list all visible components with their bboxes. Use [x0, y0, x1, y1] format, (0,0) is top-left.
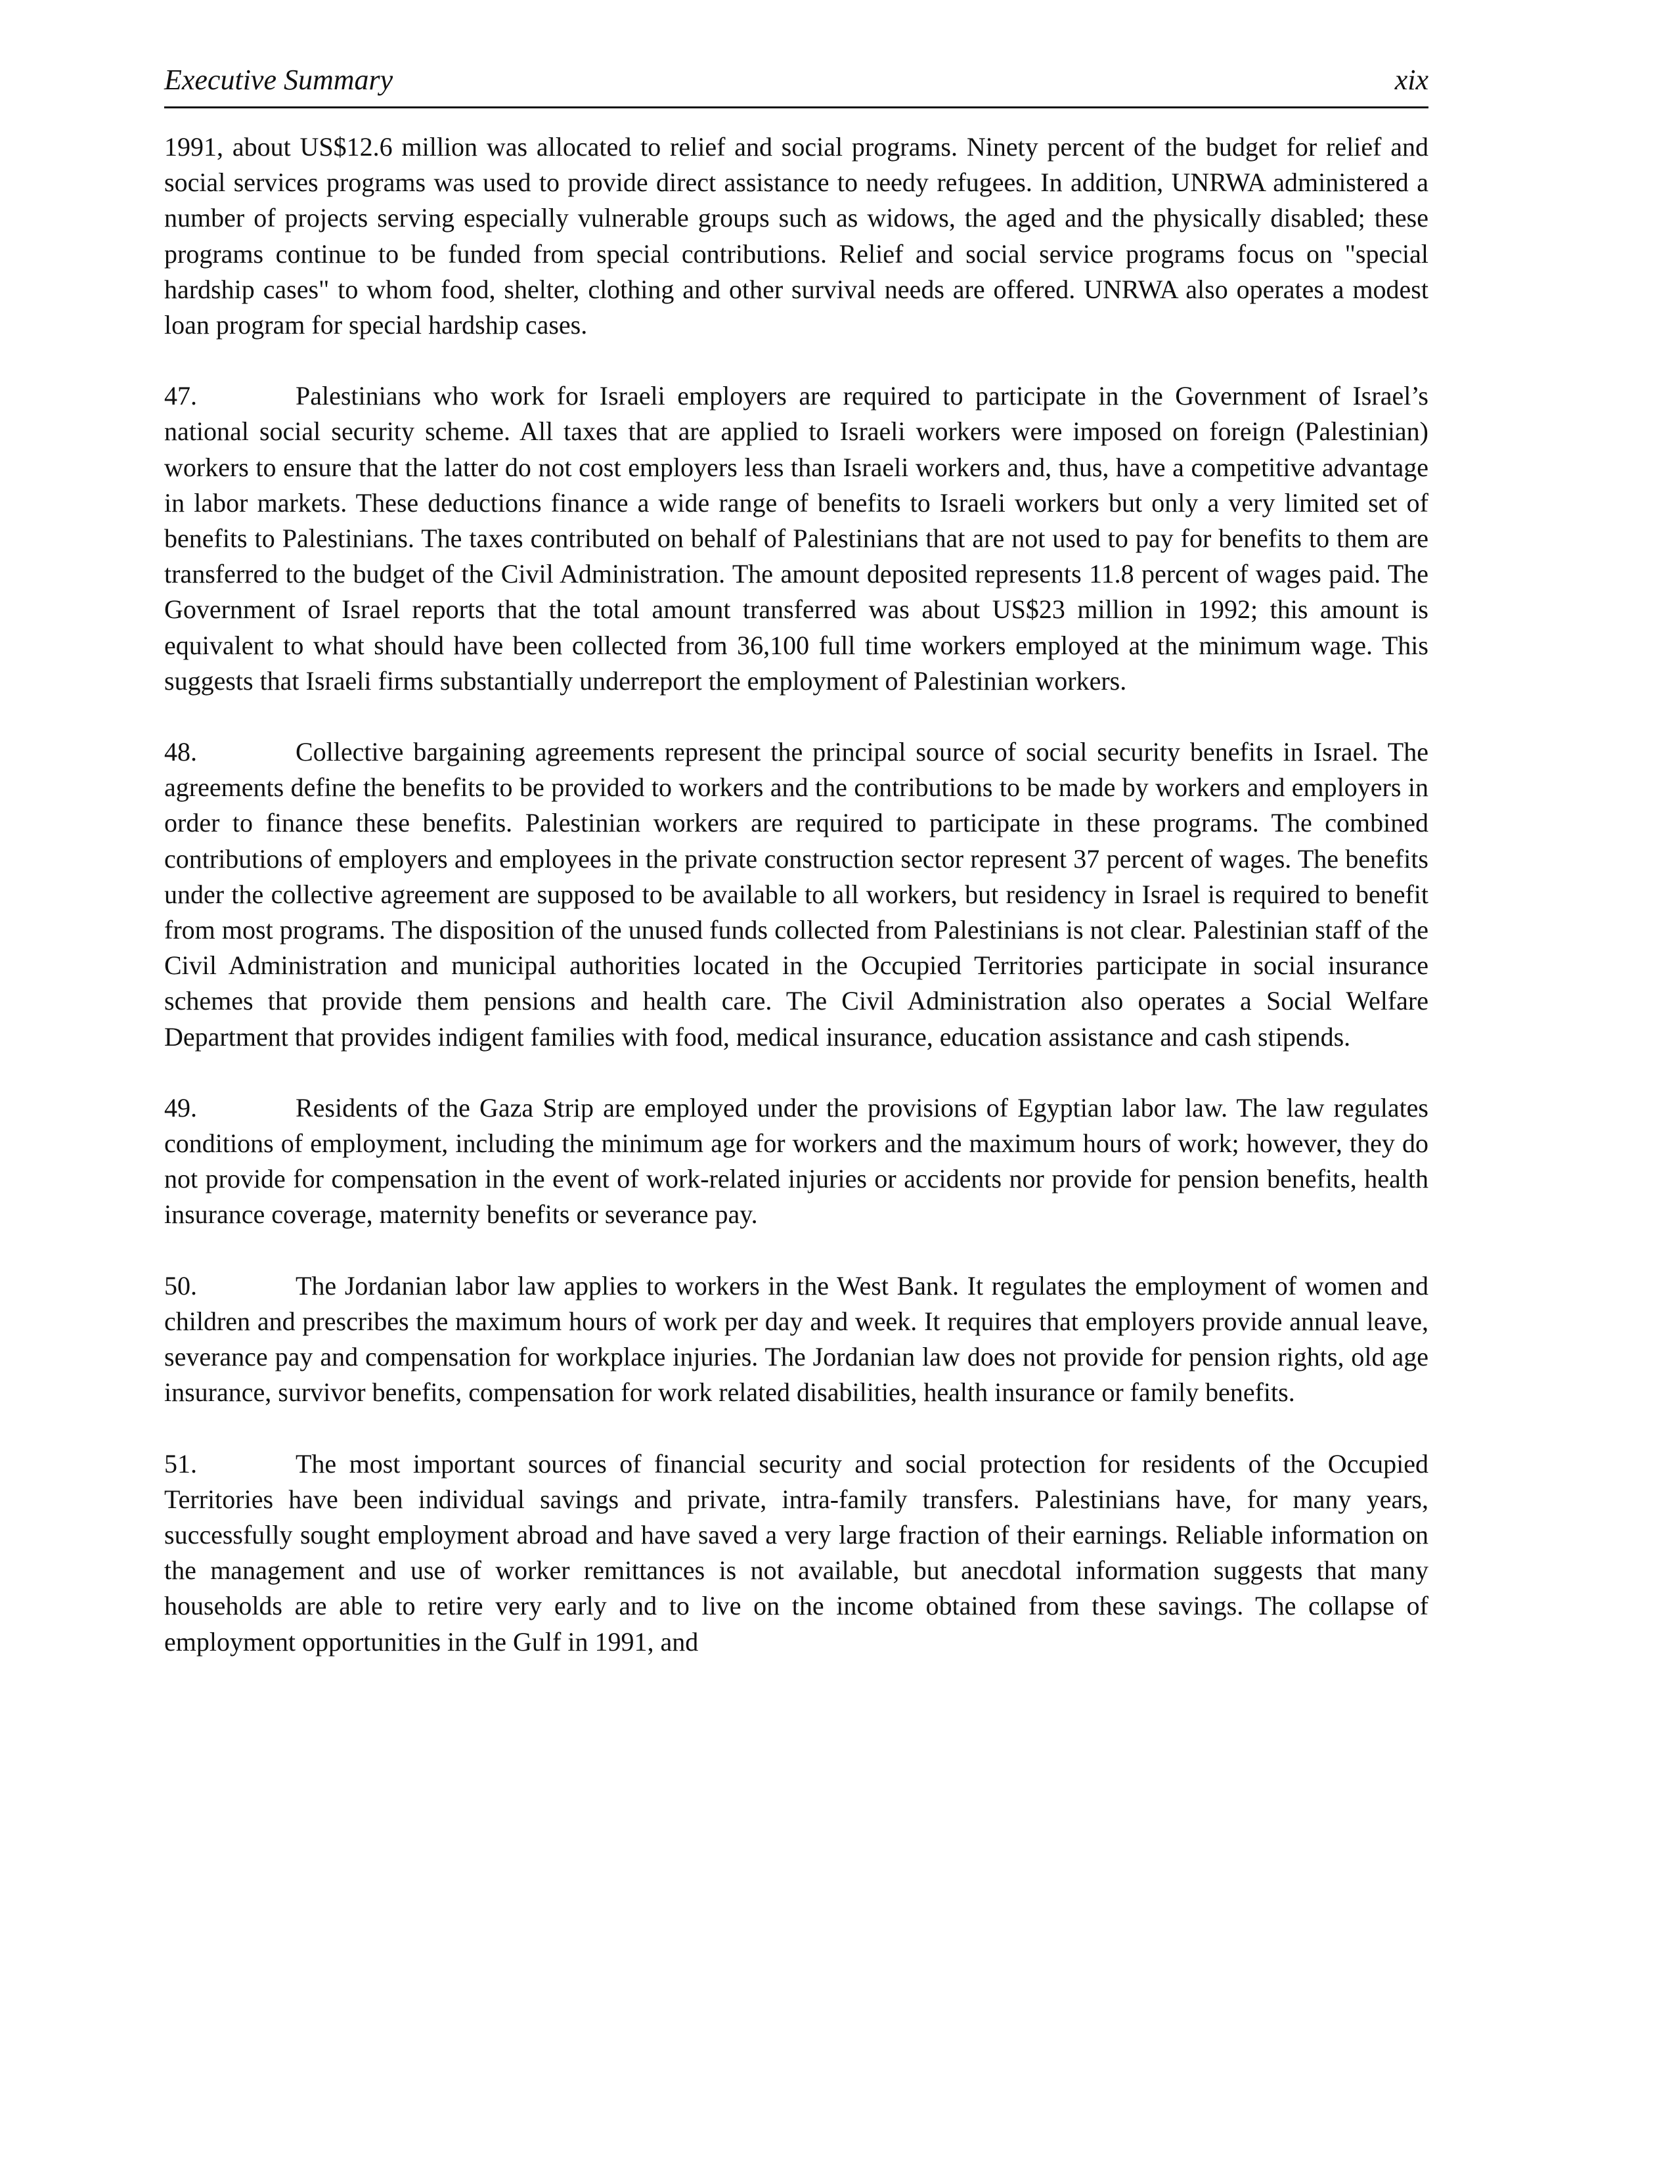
- section-title: Executive Summary: [164, 64, 393, 96]
- paragraph-number: 48.: [164, 737, 197, 767]
- paragraph-text: The most important sources of financial security and social protection for residents of the Occupied Territories have been individual savings and private, intra-family transfers. Palestinians have, for many years, successfully sought employment abroad and have saved a very large fraction of their earnings. Reliable information on the management and use of worker remittances is not available, but anecdotal information suggests that many households are able to retire very early and to live on the income obtained from these savings. The collapse of employment opportunities in the Gulf in 1991, and: [164, 1448, 1428, 1657]
- running-header: [164, 66, 1428, 108]
- paragraph-49: [164, 1090, 1428, 1233]
- paragraph-text: The Jordanian labor law applies to workers in the West Bank. It regulates the employment of women and children and prescribes the maximum hours of work per day and week. It requires that employers provide annual leave, severance pay and compensation for workplace injuries. The Jordanian law does not provide for pension rights, old age insurance, survivor benefits, compensation for work related disabilities, health insurance or family benefits.: [164, 1270, 1428, 1408]
- continued-paragraph: 1991, about US$12.6 million was allocated to relief and social programs. Ninety percent of the budget for relief and social services programs was used to provide direct assistance to needy refugees. In addition, UNRWA administered a number of projects serving especially vulnerable groups such as widows, the aged and the physically disabled; these programs continue to be funded from special contributions. Relief and social service programs focus on "special hardship cases" to whom food, shelter, clothing and other survival needs are offered. UNRWA also operates a modest loan program for special hardship cases.: [164, 132, 1428, 340]
- paragraph-text: Residents of the Gaza Strip are employed under the provisions of Egyptian labor law. The law regulates conditions of employment, including the minimum age for workers and the maximum hours of work; however, they do not provide for compensation in the event of work-related injuries or accidents nor provide for pension benefits, health insurance coverage, maternity benefits or severance pay.: [164, 1092, 1428, 1230]
- paragraph-50: [164, 1268, 1428, 1411]
- paragraph-number: 50.: [164, 1270, 197, 1301]
- paragraph-number: 51.: [164, 1448, 197, 1479]
- document-body: [164, 129, 1428, 1660]
- page-number: xix: [1394, 64, 1428, 96]
- paragraph-48: [164, 734, 1428, 1055]
- paragraph-47: [164, 378, 1428, 699]
- document-page: [164, 66, 1428, 1695]
- paragraph-text: Palestinians who work for Israeli employers are required to participate in the Government of Israel’s national social security scheme. All taxes that are applied to Israeli workers were imposed on foreign (Palestinian) workers to ensure that the latter do not cost employers less than Israeli workers and, thus, have a competitive advantage in labor markets. These deductions finance a wide range of benefits to Israeli workers but only a very limited set of benefits to Palestinians. The taxes contributed on behalf of Palestinians that are not used to pay for benefits to them are transferred to the budget of the Civil Administration. The amount deposited represents 11.8 percent of wages paid. The Government of Israel reports that the total amount transferred was about US$23 million in 1992; this amount is equivalent to what should have been collected from 36,100 full time workers employed at the minimum wage. This suggests that Israeli firms substantially underreport the employment of Palestinian workers.: [164, 381, 1428, 696]
- paragraph-number: 49.: [164, 1092, 197, 1123]
- paragraph-number: 47.: [164, 381, 197, 411]
- paragraph-51: [164, 1446, 1428, 1660]
- paragraph-text: Collective bargaining agreements represent the principal source of social security benefits in Israel. The agreements define the benefits to be provided to workers and the contributions to be made by workers and employers in order to finance these benefits. Palestinian workers are required to participate in these programs. The combined contributions of employers and employees in the private construction sector represent 37 percent of wages. The benefits under the collective agreement are supposed to be available to all workers, but residency in Israel is required to benefit from most programs. The disposition of the unused funds collected from Palestinians is not clear. Palestinian staff of the Civil Administration and municipal authorities located in the Occupied Territories participate in social insurance schemes that provide them pensions and health care. The Civil Administration also operates a Social Welfare Department that provides indigent families with food, medical insurance, education assistance and cash stipends.: [164, 737, 1428, 1052]
